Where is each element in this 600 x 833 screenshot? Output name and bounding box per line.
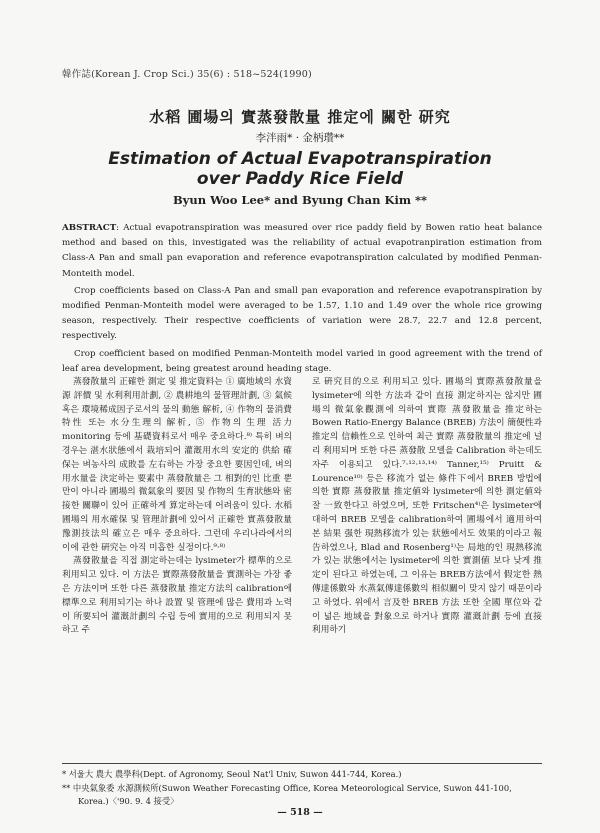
footnote-1: * 서울大 農大 農學科(Dept. of Agronomy, Seoul Nat'l Univ, Suwon 441-744, Korea.) bbox=[62, 769, 402, 779]
abstract-label: ABSTRACT bbox=[62, 223, 117, 233]
right-column bbox=[312, 376, 542, 638]
left-column bbox=[62, 376, 292, 638]
page-number: — 518 — bbox=[277, 807, 323, 818]
abstract-paragraph-3: Crop coefficient based on modified Penman-Monteith model varied in good agreement with the trend of leaf area development, being greatest around heading stage. bbox=[62, 348, 542, 374]
authors-english: Byun Woo Lee* and Byung Chan Kim ** bbox=[172, 193, 428, 207]
footnote-2: ** 中央氣象委 水源測候所(Suwon Weather Forecasting Office, Korea Meteorological Service, Suwon 441-100, Korea.)〈'90. 9. 4 接受〉 bbox=[62, 782, 512, 806]
abstract bbox=[62, 221, 542, 379]
title-english: Estimation of Actual Evapotranspiration over Paddy Rice Field bbox=[108, 149, 492, 189]
footnotes bbox=[62, 768, 542, 809]
left-paragraph-2: 蒸發散量을 직접 測定하는데는 lysimeter가 標準的으로 利用되고 있다. 이 方法은 實際蒸發散量을 實測하는 가장 좋은 方法이며 또한 다른 蒸發散量 推定方法의 calibration에 標準으로 利用되기는 하나 設置 및 管理에 많은 費用과 노력이 所要되어 灌漑計劃의 수립 등에 實用的으로 利用되지 못하고 주 bbox=[62, 556, 292, 636]
abstract-text-1: : Actual evapotranspiration was measured over rice paddy field by Bowen ratio heat balance method and based on this, investigated was the reliability of actual evapotranpiration estimation from Class-A Pan and small pan evaporation and reference evapotranspiration calculated by modified Penman-Monteith model. bbox=[62, 223, 542, 279]
right-paragraph-1: 로 硏究目的으로 利用되고 있다. 圃場의 實際蒸發散量을 lysimeter에 의한 方法과 같이 直接 測定하지는 않지만 圃場의 微氣象觀測에 의하여 實際 蒸發散量을 推定하는 Bowen Ratio-Energy Balance (BREB) 方法이 簡便性과 推定의 信賴性으로 인하여 최근 實際 蒸發散量의 推定에 널리 利用되며 또한 다른 蒸發散 모델을 Calibration 하는데도 자주 이용되고 있다.⁷·¹²·¹³·¹⁴⁾ Tanner,¹⁵⁾ Pruitt & Lourence¹⁰⁾ 등은 移流가 없는 條件下에서 BREB 방법에 의한 實際 蒸發散量 推定値와 lysimeter에 의한 測定値와 잘 一致한다고 하였으며, 또한 Fritschen⁴⁾은 lysimeter에 대하여 BREB 모델을 calibration하여 圃場에서 適用하여 본 結果 强한 現熱移流가 있는 狀態에서도 效果的이라고 報告하였으나, Blad and Rosenberg¹⁾는 局地的인 現熱移流가 있는 狀態에서는 lysimeter에 의한 實測値 보다 낮게 推定이 된다고 하였는데, 그 이유는 BREB方法에서 假定한 熱傳達係數와 水蒸氣傳達係數의 相似關이 맞지 않기 때문이라고 하였다. 위에서 言及한 BREB 方法 또한 全國 單位와 같이 넓은 地域을 對象으로 하거나 實際 灌漑計劃 등에 直接 利用하기 bbox=[312, 377, 542, 636]
abstract-paragraph-1 bbox=[62, 221, 542, 282]
footnote-divider bbox=[62, 763, 542, 764]
left-paragraph-1: 蒸發散量의 正確한 測定 및 推定資料는 ① 廣地域의 水資源 評價 및 水利利用計劃, ② 農耕地의 물管理計劃, ③ 氣候 혹은 環境稀成因子로서의 물의 動態 解析, ④ 作物의 물消費特性 또는 水分生理의 解析, ⑤ 作物의 生理 活力 monitoring 등에 基礎資料로서 매우 중요하다.⁸⁾ 특히 벼의 경우는 湛水狀態에서 栽培되어 灌漑用水의 安定的 供給 確保는 벼농사의 成敗를 左右하는 가장 중요한 要因인데, 벼의 用水量을 決定하는 要素中 蒸發散量은 그 相對的인 比重 뿐만이 아니라 圃場의 微氣象의 要因 및 作物의 生育狀態와 密接한 關聯이 있어 正確하게 算定하는데 어려움이 있다. 水稻圃場의 用水確保 및 管理計劃에 있어서 正確한 實蒸發散量 豫測技法의 確立은 매우 중요하다. 그런데 우리나라에서의 이에 관한 硏究는 아직 미흡한 실정이다.⁹·⁸⁾ bbox=[62, 377, 292, 553]
body-columns bbox=[62, 376, 542, 794]
authors-korean: 李泮雨* · 金柄瓚** bbox=[255, 132, 345, 144]
journal-citation: 韓作誌(Korean J. Crop Sci.) 35(6) : 518~524(1990) bbox=[62, 69, 312, 80]
abstract-paragraph-2: Crop coefficients based on Class-A Pan and small pan evaporation and reference evapotranspiration by modified Penman-Monteith model were averaged to be 1.57, 1.10 and 1.49 over the whole rice growing season, respectively. Their respective coefficients of variation were 28.7, 22.7 and 12.8 percent, respectively. bbox=[62, 285, 542, 342]
title-korean: 水稻 圃場의 實蒸發散量 推定에 關한 研究 bbox=[149, 108, 451, 126]
